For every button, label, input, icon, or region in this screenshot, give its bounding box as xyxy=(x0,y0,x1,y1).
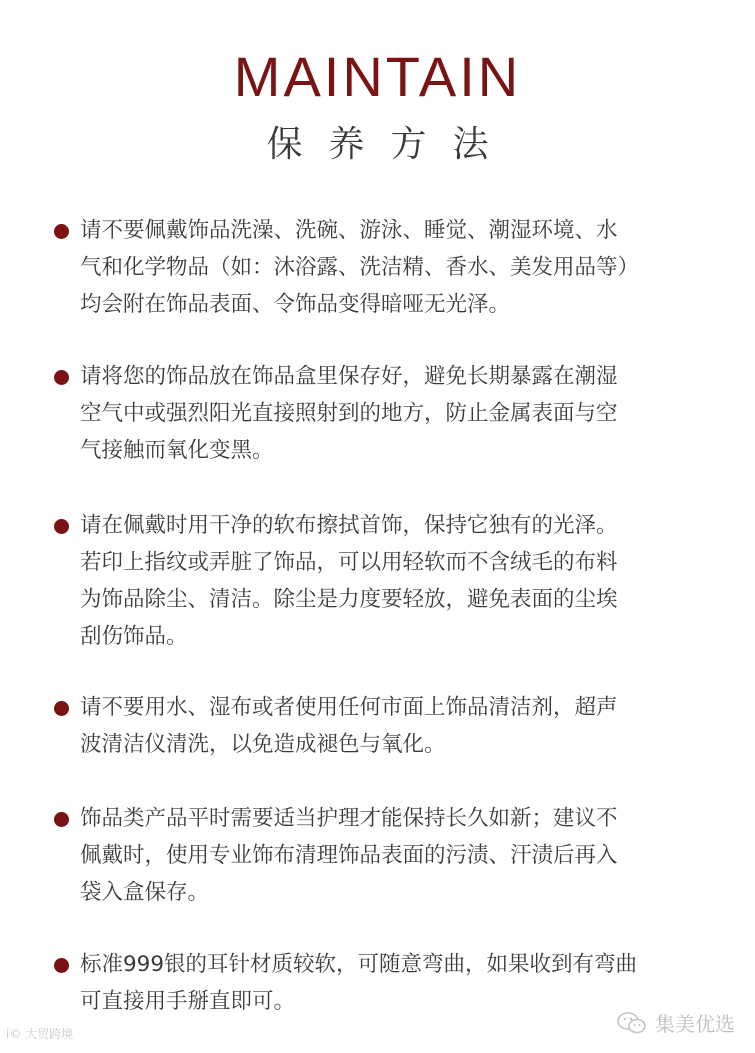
text-line: 可直接用手掰直即可。 xyxy=(80,989,296,1014)
list-item-text xyxy=(80,689,692,763)
text-line: 气和化学物品（如：沐浴露、洗洁精、香水、美发用品等） xyxy=(80,255,640,280)
text-line: 刮伤饰品。 xyxy=(80,624,188,649)
text-line: 请将您的饰品放在饰品盒里保存好，避免长期暴露在潮湿 xyxy=(80,364,618,389)
bullet-icon xyxy=(54,519,69,534)
text-line: 请在佩戴时用干净的软布擦拭首饰，保持它独有的光泽。 xyxy=(80,513,618,538)
title-english: MAINTAIN xyxy=(233,45,522,108)
text-line: 波清洁仪清洗，以免造成褪色与氧化。 xyxy=(80,732,446,757)
bullet-icon xyxy=(54,958,69,973)
list-item-text xyxy=(80,946,692,1020)
watermark-right xyxy=(617,1008,735,1037)
text-line: 佩戴时，使用专业饰布清理饰品表面的污渍、汗渍后再入 xyxy=(80,843,618,868)
text-line: 若印上指纹或弄脏了饰品，可以用轻软而不含绒毛的布料 xyxy=(80,550,618,575)
text-line: 空气中或强烈阳光直接照射到的地方，防止金属表面与空 xyxy=(80,401,618,426)
watermark-right-label: 集美优选 xyxy=(655,1012,735,1036)
list-item-text xyxy=(80,507,692,655)
bullet-icon xyxy=(54,370,69,385)
text-line: 气接触而氧化变黑。 xyxy=(80,438,274,463)
list-item-text xyxy=(80,212,692,323)
list-item-text xyxy=(80,358,692,469)
title-chinese: 保养方法 xyxy=(266,124,515,165)
list-item-text xyxy=(80,800,692,911)
bullet-icon xyxy=(54,701,69,716)
bullet-icon xyxy=(54,224,69,239)
text-line: 袋入盒保存。 xyxy=(80,880,210,905)
text-line: 标准999银的耳针材质较软，可随意弯曲，如果收到有弯曲 xyxy=(80,952,638,977)
text-line: 请不要佩戴饰品洗澡、洗碗、游泳、睡觉、潮湿环境、水 xyxy=(80,218,618,243)
text-line: 请不要用水、湿布或者使用任何市面上饰品清洁剂，超声 xyxy=(80,695,618,720)
text-line: 为饰品除尘、清洁。除尘是力度要轻放，避免表面的尘埃 xyxy=(80,587,618,612)
text-line: 饰品类产品平时需要适当护理才能保持长久如新；建议不 xyxy=(80,806,618,831)
watermark-left: i© 大贸跨境 xyxy=(6,1027,74,1041)
bullet-icon xyxy=(54,812,69,827)
wechat-icon xyxy=(617,1011,647,1035)
text-line: 均会附在饰品表面、令饰品变得暗哑无光泽。 xyxy=(80,292,511,317)
